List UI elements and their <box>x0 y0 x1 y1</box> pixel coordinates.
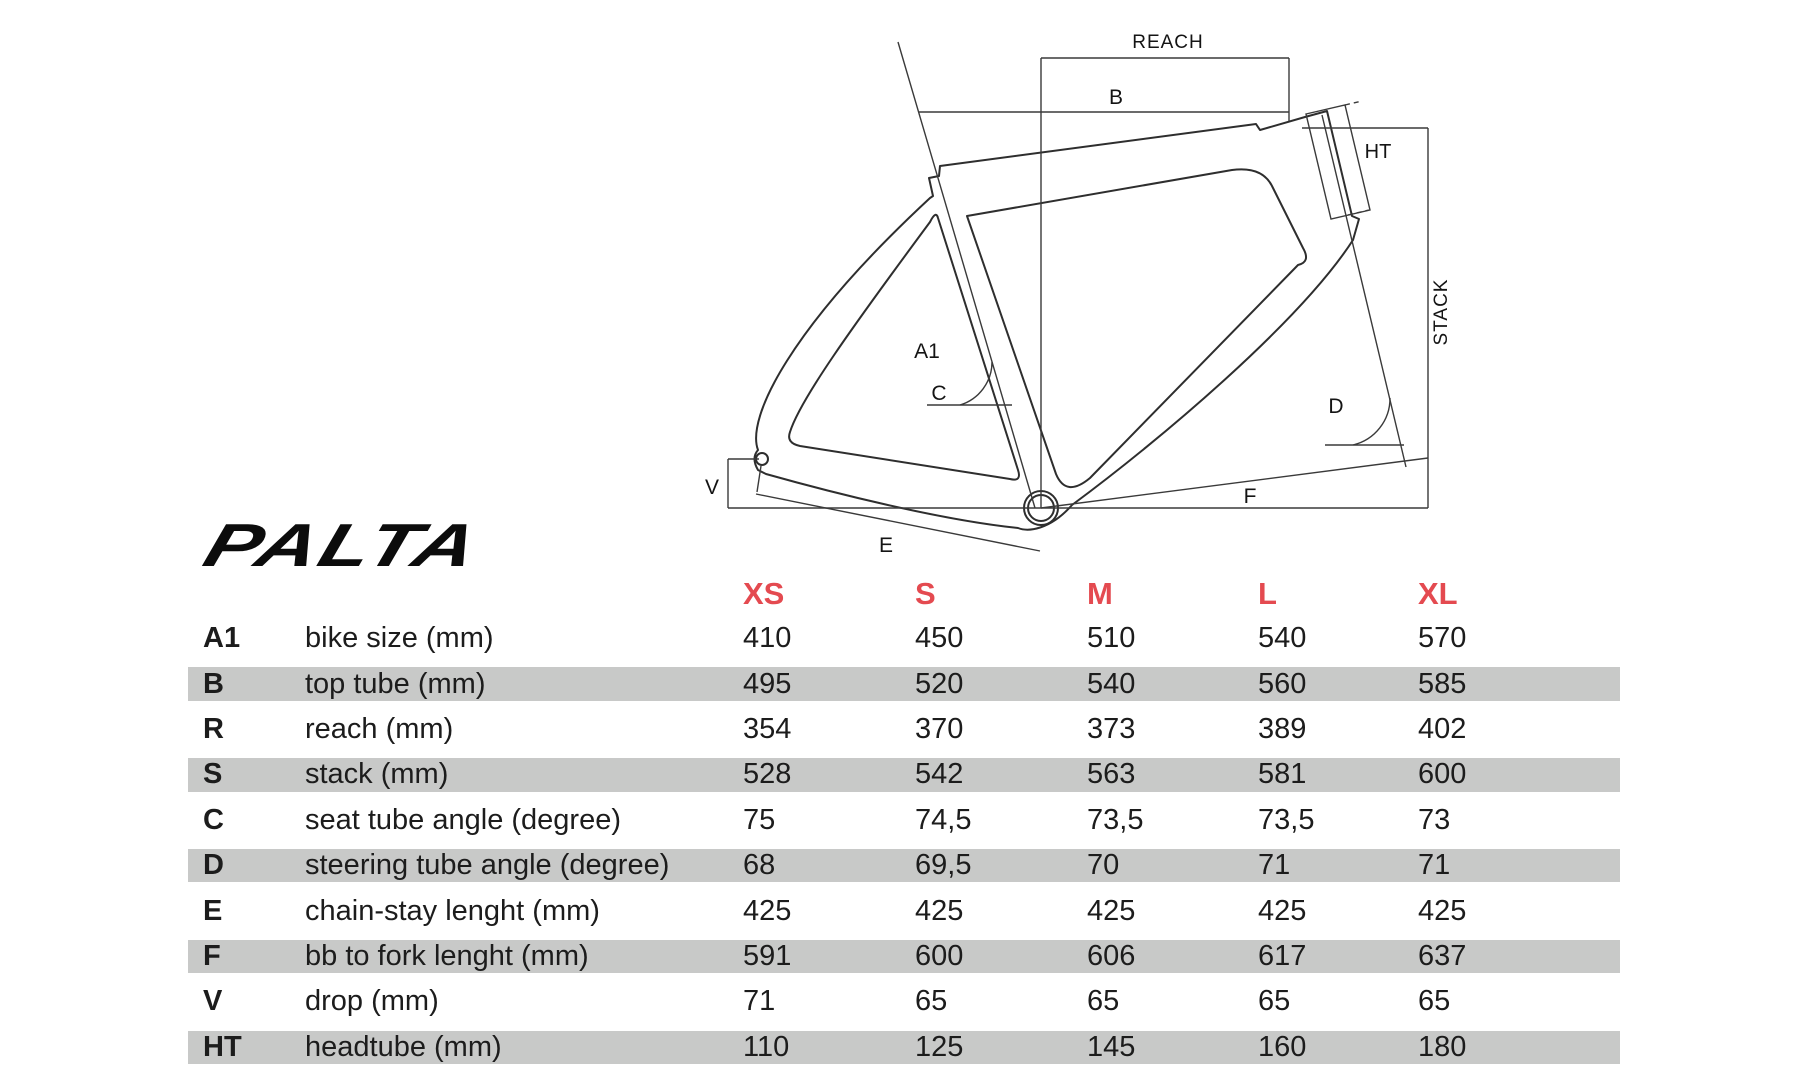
palta-logo: PALTA <box>196 511 489 580</box>
row-value: 74,5 <box>915 803 972 836</box>
row-label: seat tube angle (degree) <box>305 803 621 836</box>
row-value: 110 <box>743 1030 790 1063</box>
row-value: 617 <box>1258 939 1307 972</box>
row-value: 581 <box>1258 758 1307 791</box>
row-value: 65 <box>1087 985 1120 1018</box>
row-value: 68 <box>743 849 776 882</box>
row-value: 370 <box>915 712 964 745</box>
row-letter: B <box>203 667 224 700</box>
row-value: 145 <box>1087 1030 1136 1063</box>
row-value: 71 <box>1418 849 1451 882</box>
toptube-label: B <box>1108 86 1124 109</box>
headtube-box-dash-top <box>1345 101 1362 105</box>
row-value: 373 <box>1087 712 1136 745</box>
row-value: 71 <box>1258 849 1291 882</box>
row-value: 65 <box>1418 985 1451 1018</box>
reach-label: REACH <box>1132 32 1204 53</box>
row-value: 510 <box>1087 622 1136 655</box>
row-value: 600 <box>915 939 964 972</box>
row-label: stack (mm) <box>305 758 449 791</box>
row-value: 160 <box>1258 1030 1307 1063</box>
seat-angle-label: C <box>931 382 947 405</box>
chainstay-label: E <box>878 534 894 557</box>
row-value: 637 <box>1418 939 1467 972</box>
drop-label: V <box>704 476 720 499</box>
row-value: 73,5 <box>1258 803 1315 836</box>
size-header-l: L <box>1258 576 1277 611</box>
head-angle-arc <box>1353 398 1390 445</box>
geometry-table <box>188 571 1620 1070</box>
row-value: 425 <box>1418 894 1467 927</box>
row-value: 585 <box>1418 667 1467 700</box>
head-angle-label: D <box>1328 395 1344 418</box>
row-label: chain-stay lenght (mm) <box>305 894 600 927</box>
row-label: reach (mm) <box>305 712 454 745</box>
row-letter: R <box>203 712 224 745</box>
row-value: 528 <box>743 758 792 791</box>
row-value: 69,5 <box>915 849 972 882</box>
table-row-r <box>188 707 1620 752</box>
row-value: 425 <box>1258 894 1307 927</box>
row-value: 425 <box>915 894 964 927</box>
fork-label: F <box>1243 485 1257 508</box>
row-value: 520 <box>915 667 964 700</box>
size-header-s: S <box>915 576 936 611</box>
table-row-b <box>188 661 1620 706</box>
row-value: 570 <box>1418 622 1467 655</box>
table-row-c <box>188 798 1620 843</box>
table-row-f <box>188 934 1620 979</box>
size-header-m: M <box>1087 576 1113 611</box>
row-value: 425 <box>1087 894 1136 927</box>
row-value: 591 <box>743 939 792 972</box>
bikesize-label: A1 <box>914 340 940 363</box>
row-value: 600 <box>1418 758 1467 791</box>
row-value: 425 <box>743 894 792 927</box>
row-label: top tube (mm) <box>305 667 486 700</box>
row-letter: HT <box>203 1030 242 1063</box>
stack-label: STACK <box>1431 278 1452 346</box>
row-value: 540 <box>1258 622 1307 655</box>
row-value: 71 <box>743 985 776 1018</box>
row-letter: F <box>203 939 221 972</box>
row-value: 450 <box>915 622 964 655</box>
row-letter: D <box>203 849 224 882</box>
table-row-e <box>188 888 1620 933</box>
size-header-row <box>188 571 1620 616</box>
row-value: 73 <box>1418 803 1451 836</box>
row-value: 540 <box>1087 667 1136 700</box>
table-row-v <box>188 979 1620 1024</box>
row-value: 75 <box>743 803 776 836</box>
row-value: 180 <box>1418 1030 1467 1063</box>
row-label: bike size (mm) <box>305 622 494 655</box>
row-letter: A1 <box>203 622 241 655</box>
row-label: steering tube angle (degree) <box>305 849 670 882</box>
row-letter: E <box>203 894 223 927</box>
size-header-xs: XS <box>743 576 785 611</box>
table-row-s <box>188 752 1620 797</box>
row-value: 65 <box>915 985 948 1018</box>
row-value: 542 <box>915 758 964 791</box>
row-value: 410 <box>743 622 792 655</box>
row-value: 389 <box>1258 712 1307 745</box>
row-label: headtube (mm) <box>305 1030 502 1063</box>
table-row-d <box>188 843 1620 888</box>
headtube-label: HT <box>1364 141 1392 163</box>
row-value: 73,5 <box>1087 803 1144 836</box>
row-value: 354 <box>743 712 792 745</box>
row-value: 560 <box>1258 667 1307 700</box>
row-label: drop (mm) <box>305 985 439 1018</box>
row-value: 402 <box>1418 712 1467 745</box>
row-value: 563 <box>1087 758 1136 791</box>
row-value: 70 <box>1087 849 1120 882</box>
table-row-a1 <box>188 616 1620 661</box>
row-letter: S <box>203 758 223 791</box>
row-value: 65 <box>1258 985 1291 1018</box>
row-value: 125 <box>915 1030 964 1063</box>
row-letter: V <box>203 985 223 1018</box>
row-letter: C <box>203 803 224 836</box>
size-header-xl: XL <box>1418 576 1458 611</box>
row-value: 495 <box>743 667 792 700</box>
table-row-ht <box>188 1025 1620 1070</box>
row-value: 606 <box>1087 939 1136 972</box>
row-label: bb to fork lenght (mm) <box>305 939 589 972</box>
